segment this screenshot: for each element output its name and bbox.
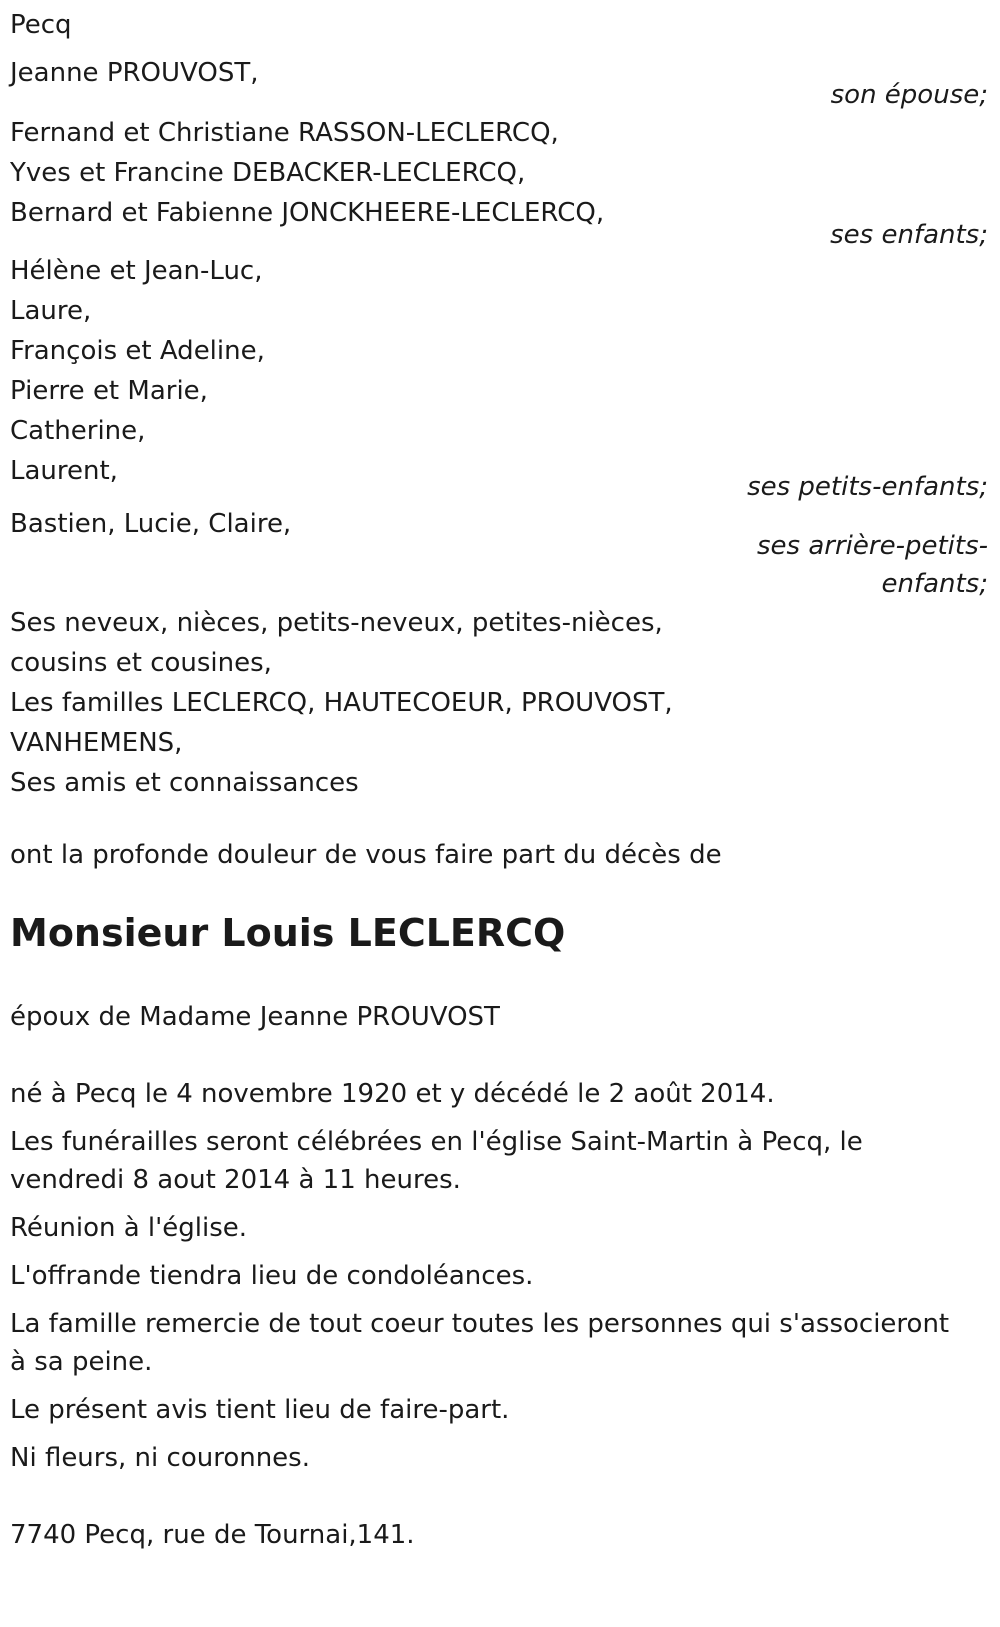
grandchild-name: Laure, xyxy=(10,296,92,326)
others-line: VANHEMENS, xyxy=(10,728,183,758)
others-line: Les familles LECLERCQ, HAUTECOEUR, PROUVOST, xyxy=(10,688,673,718)
address: 7740 Pecq, rue de Tournai,141. xyxy=(10,1520,415,1550)
spouse-relation: son épouse; xyxy=(830,80,988,110)
deceased-name: Monsieur Louis LECLERCQ xyxy=(10,911,566,955)
thanks-line2: à sa peine. xyxy=(10,1347,153,1377)
funeral-line2: vendredi 8 aout 2014 à 11 heures. xyxy=(10,1165,461,1195)
great-grandchildren-group xyxy=(10,504,990,599)
grandchild-name: François et Adeline, xyxy=(10,336,265,366)
others-line: Ses amis et connaissances xyxy=(10,768,359,798)
meeting-info: Réunion à l'église. xyxy=(10,1213,248,1243)
grandchild-name: Pierre et Marie, xyxy=(10,376,208,406)
great-grandchildren-relation-line1: ses arrière-petits- xyxy=(757,531,988,561)
thanks-line1: La famille remercie de tout coeur toutes les personnes qui s'associeront xyxy=(10,1309,950,1339)
grandchildren-group xyxy=(10,251,990,502)
funeral-line1: Les funérailles seront célébrées en l'église Saint-Martin à Pecq, le xyxy=(10,1127,863,1157)
notice-info: Le présent avis tient lieu de faire-part. xyxy=(10,1395,510,1425)
spouse-of: époux de Madame Jeanne PROUVOST xyxy=(10,1002,500,1032)
great-grandchild-names: Bastien, Lucie, Claire, xyxy=(10,509,292,539)
spouse-name: Jeanne PROUVOST, xyxy=(10,58,259,88)
location: Pecq xyxy=(10,10,72,40)
great-grandchildren-relation-line2: enfants; xyxy=(881,569,988,599)
spouse-group xyxy=(10,53,990,110)
child-name: Fernand et Christiane RASSON-LECLERCQ, xyxy=(10,118,559,148)
announcement-text: ont la profonde douleur de vous faire part du décès de xyxy=(10,840,722,870)
child-name: Bernard et Fabienne JONCKHEERE-LECLERCQ, xyxy=(10,198,605,228)
others-group xyxy=(10,603,990,803)
others-line: Ses neveux, nièces, petits-neveux, petites-nièces, xyxy=(10,608,663,638)
grandchildren-relation: ses petits-enfants; xyxy=(747,472,988,502)
grandchild-name: Laurent, xyxy=(10,456,118,486)
flowers-info: Ni fleurs, ni couronnes. xyxy=(10,1443,310,1473)
children-relation: ses enfants; xyxy=(830,220,988,250)
others-line: cousins et cousines, xyxy=(10,648,272,678)
offering-info: L'offrande tiendra lieu de condoléances. xyxy=(10,1261,534,1291)
children-group xyxy=(10,113,990,250)
grandchild-name: Hélène et Jean-Luc, xyxy=(10,256,263,286)
birth-death: né à Pecq le 4 novembre 1920 et y décédé le 2 août 2014. xyxy=(10,1079,775,1109)
grandchild-name: Catherine, xyxy=(10,416,146,446)
child-name: Yves et Francine DEBACKER-LECLERCQ, xyxy=(10,158,526,188)
